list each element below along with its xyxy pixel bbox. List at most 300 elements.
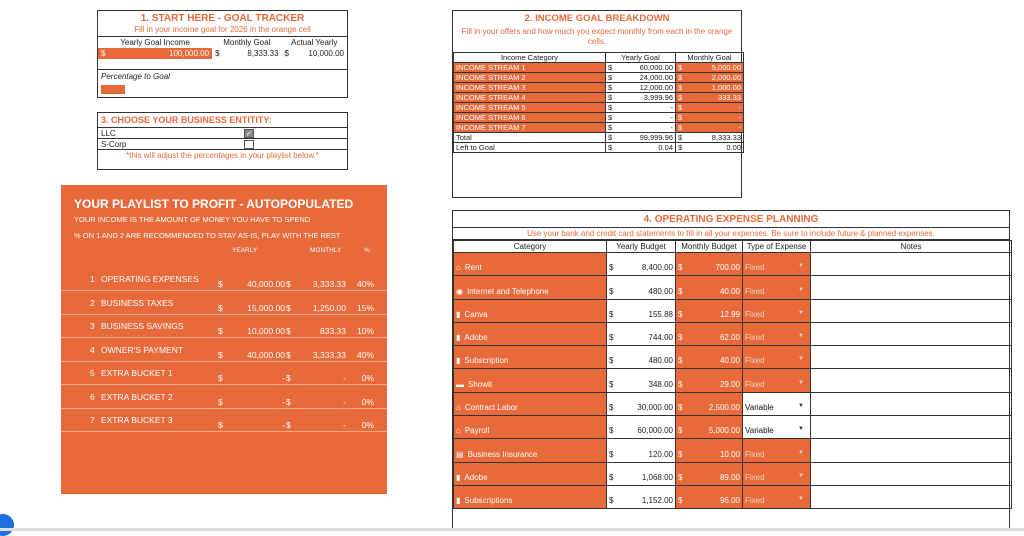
opex-monthly-value: 10.00 bbox=[719, 449, 740, 459]
income-yearly-value: 60,000.00 bbox=[639, 63, 673, 72]
income-monthly-value: - bbox=[738, 113, 741, 122]
playlist-row-monthly: 3,333.33 bbox=[312, 279, 346, 289]
chevron-down-icon: ▼ bbox=[798, 472, 804, 479]
currency-sign: $ bbox=[608, 93, 613, 102]
currency-sign: $ bbox=[609, 356, 614, 366]
expense-type-dropdown[interactable] bbox=[743, 392, 811, 415]
playlist-row-monthly: 3,333.33 bbox=[312, 349, 346, 360]
income-yearly-value: 12,000.00 bbox=[639, 83, 673, 92]
entity-title: 3. CHOOSE YOUR BUSINESS ENTITITY: bbox=[98, 113, 347, 128]
expense-type-value: Fixed bbox=[745, 333, 765, 343]
playlist-row bbox=[61, 268, 387, 291]
playlist-row-monthly: - bbox=[343, 396, 346, 407]
playlist-row-pct: 0% bbox=[361, 396, 374, 407]
opex-notes-cell[interactable] bbox=[811, 276, 1012, 299]
house-icon: ⌂ bbox=[456, 403, 461, 413]
opex-category-cell[interactable] bbox=[454, 322, 607, 345]
operating-expense-panel bbox=[452, 210, 1010, 531]
playlist-row-number: 7 bbox=[90, 415, 95, 425]
playlist-row-pct: 15% bbox=[356, 302, 374, 313]
playlist-row-pct: 0% bbox=[361, 373, 374, 383]
opex-notes-cell[interactable] bbox=[811, 322, 1012, 345]
opex-monthly-value: 12.99 bbox=[719, 309, 740, 319]
currency-sign: $ bbox=[678, 379, 683, 389]
opex-row bbox=[454, 416, 1012, 439]
opex-category-cell[interactable] bbox=[454, 462, 607, 485]
entity-option-label: S-Corp bbox=[101, 139, 127, 149]
opex-yearly-cell bbox=[607, 392, 676, 415]
opex-notes-cell[interactable] bbox=[811, 253, 1012, 276]
currency-sign: $ bbox=[609, 263, 614, 273]
playlist-title: YOUR PLAYLIST TO PROFIT - AUTOPOPULATED bbox=[74, 197, 354, 211]
book-icon: ▮ bbox=[456, 356, 461, 366]
income-monthly-value: - bbox=[738, 103, 741, 112]
currency-sign: $ bbox=[286, 349, 291, 360]
playlist-row-monthly: 1,250.00 bbox=[312, 302, 346, 313]
opex-category-name: Internet and Telephone bbox=[466, 286, 549, 296]
entity-option-scorp[interactable] bbox=[98, 139, 347, 150]
opex-yearly-cell bbox=[607, 322, 676, 345]
currency-sign: $ bbox=[678, 143, 683, 152]
left-yearly bbox=[606, 143, 676, 153]
currency-sign: $ bbox=[608, 63, 613, 72]
playlist-row bbox=[61, 339, 387, 362]
left-monthly bbox=[676, 143, 744, 153]
opex-category-name: Adobe bbox=[464, 472, 488, 482]
opex-category-name: Payroll bbox=[464, 426, 490, 436]
playlist-panel bbox=[61, 185, 387, 494]
opex-category-name: Business Insurance bbox=[467, 449, 538, 459]
income-monthly-value: 5,000.00 bbox=[711, 63, 741, 72]
income-yearly-value: - bbox=[670, 123, 673, 132]
goal-tracker-title: 1. START HERE - GOAL TRACKER bbox=[140, 13, 305, 24]
income-title: 2. INCOME GOAL BREAKDOWN bbox=[524, 13, 670, 24]
playlist-line-1: YOUR INCOME IS THE AMOUNT OF MONEY YOU HAVE TO SPEND bbox=[74, 215, 311, 224]
income-yearly-value: 24,000.00 bbox=[639, 73, 673, 82]
playlist-row-label: EXTRA BUCKET 1 bbox=[101, 368, 173, 378]
opex-monthly-value: 5,000.00 bbox=[708, 426, 740, 436]
opex-row bbox=[454, 299, 1012, 322]
playlist-row-number: 5 bbox=[90, 368, 95, 378]
total-yearly bbox=[606, 133, 676, 143]
opex-header-row bbox=[454, 241, 1012, 253]
expense-type-dropdown[interactable] bbox=[743, 485, 811, 508]
currency-sign: $ bbox=[678, 93, 683, 102]
income-row bbox=[454, 123, 744, 133]
playlist-row bbox=[61, 386, 387, 409]
playlist-col-yearly: YEARLY bbox=[232, 247, 258, 254]
income-yearly-cell bbox=[606, 113, 676, 123]
currency-sign: $ bbox=[218, 373, 223, 383]
opex-monthly-input[interactable] bbox=[676, 485, 743, 508]
income-stream-name[interactable]: INCOME STREAM 3 bbox=[454, 83, 606, 93]
currency-sign: $ bbox=[218, 279, 223, 289]
currency-sign: $ bbox=[608, 103, 613, 112]
opex-yearly-cell bbox=[607, 276, 676, 299]
income-monthly-input[interactable] bbox=[676, 103, 744, 113]
percentage-progress-bar bbox=[101, 85, 125, 94]
opex-category-cell[interactable] bbox=[454, 369, 607, 392]
currency-sign: $ bbox=[284, 49, 289, 58]
col-yearly-goal-income: Yearly Goal Income bbox=[120, 38, 190, 47]
currency-sign: $ bbox=[286, 396, 291, 407]
opex-category-name: Showit bbox=[468, 379, 493, 389]
actual-yearly-cell bbox=[282, 49, 347, 58]
opex-yearly-value: 480.00 bbox=[648, 286, 673, 296]
opex-monthly-input[interactable] bbox=[676, 416, 743, 439]
income-stream-name[interactable]: INCOME STREAM 7 bbox=[454, 123, 606, 133]
currency-sign: $ bbox=[608, 133, 613, 142]
opex-yearly-value: 30,000.00 bbox=[637, 403, 673, 413]
opex-row bbox=[454, 369, 1012, 392]
goal-tracker-panel bbox=[97, 10, 348, 70]
playlist-row-yearly: 40,000.00 bbox=[247, 349, 285, 360]
currency-sign: $ bbox=[678, 123, 683, 132]
playlist-row-pct: 40% bbox=[356, 349, 374, 360]
opex-monthly-value: 96.00 bbox=[719, 496, 740, 506]
opex-yearly-cell bbox=[607, 369, 676, 392]
opex-category-cell[interactable] bbox=[454, 416, 607, 439]
income-yearly-cell bbox=[606, 83, 676, 93]
expense-type-dropdown[interactable] bbox=[743, 299, 811, 322]
actual-yearly-value: 10,000.00 bbox=[308, 49, 344, 58]
income-total-row bbox=[454, 133, 744, 143]
playlist-row-number: 2 bbox=[90, 297, 95, 308]
opex-category-cell[interactable] bbox=[454, 276, 607, 299]
total-monthly-value: 8,333.33 bbox=[711, 133, 741, 142]
currency-sign: $ bbox=[286, 326, 291, 336]
income-monthly-input[interactable] bbox=[676, 93, 744, 103]
opex-category-cell[interactable] bbox=[454, 299, 607, 322]
entity-note: *this will adjust the percentages in your playlist below.* bbox=[126, 151, 319, 160]
opex-yearly-value: 1,152.00 bbox=[641, 496, 673, 506]
currency-sign: $ bbox=[678, 472, 683, 482]
expense-type-value: Fixed bbox=[745, 286, 765, 296]
opex-yearly-cell bbox=[607, 253, 676, 276]
currency-sign: $ bbox=[609, 333, 614, 343]
playlist-row bbox=[61, 409, 387, 432]
yearly-goal-income-input[interactable] bbox=[98, 48, 212, 59]
percentage-to-goal-panel bbox=[97, 70, 348, 98]
opex-yearly-value: 155.88 bbox=[648, 309, 673, 319]
yearly-goal-value: 100,000.00 bbox=[169, 49, 210, 58]
opex-col-category: Category bbox=[454, 241, 607, 253]
currency-sign: $ bbox=[678, 356, 683, 366]
playlist-row-yearly: 40,000.00 bbox=[247, 279, 285, 289]
percentage-to-goal-label: Percentage to Goal bbox=[101, 72, 170, 81]
opex-yearly-value: 348.00 bbox=[648, 379, 673, 389]
currency-sign: $ bbox=[609, 449, 614, 459]
currency-sign: $ bbox=[218, 420, 223, 430]
playlist-row-yearly: - bbox=[282, 420, 285, 430]
income-yearly-value: 3,999.96 bbox=[643, 93, 673, 102]
currency-sign: $ bbox=[608, 123, 613, 132]
book-icon: ▮ bbox=[456, 472, 461, 482]
income-row bbox=[454, 103, 744, 113]
expense-type-dropdown[interactable] bbox=[743, 462, 811, 485]
opex-yearly-value: 60,000.00 bbox=[637, 426, 673, 436]
business-entity-panel bbox=[97, 112, 348, 170]
opex-notes-cell[interactable] bbox=[811, 346, 1012, 369]
playlist-row-monthly: - bbox=[343, 420, 346, 430]
income-yearly-value: - bbox=[670, 113, 673, 122]
opex-row bbox=[454, 485, 1012, 508]
currency-sign: $ bbox=[218, 326, 223, 336]
currency-sign: $ bbox=[678, 103, 683, 112]
expense-type-dropdown[interactable] bbox=[743, 439, 811, 462]
opex-notes-cell[interactable] bbox=[811, 416, 1012, 439]
monthly-goal-value: 8,333.33 bbox=[247, 49, 279, 58]
playlist-row-label: BUSINESS TAXES bbox=[101, 297, 174, 308]
income-yearly-value: - bbox=[670, 103, 673, 112]
currency-sign: $ bbox=[678, 133, 683, 142]
opex-monthly-input[interactable] bbox=[676, 346, 743, 369]
opex-category-cell[interactable] bbox=[454, 392, 607, 415]
income-monthly-input[interactable] bbox=[676, 123, 744, 133]
income-row bbox=[454, 63, 744, 73]
opex-category-name: Subscriptions bbox=[464, 496, 513, 506]
currency-sign: $ bbox=[286, 302, 291, 313]
playlist-row-yearly: - bbox=[282, 396, 285, 407]
opex-monthly-input[interactable] bbox=[676, 253, 743, 276]
opex-yearly-cell bbox=[607, 485, 676, 508]
playlist-row-pct: 10% bbox=[356, 326, 374, 336]
currency-sign: $ bbox=[609, 403, 614, 413]
income-stream-name[interactable]: INCOME STREAM 6 bbox=[454, 113, 606, 123]
currency-sign: $ bbox=[608, 143, 613, 152]
opex-category-cell[interactable] bbox=[454, 253, 607, 276]
entity-option-llc[interactable] bbox=[98, 128, 347, 139]
currency-sign: $ bbox=[609, 496, 614, 506]
playlist-row bbox=[61, 315, 387, 338]
col-monthly-goal: Monthly Goal bbox=[223, 38, 271, 47]
currency-sign: $ bbox=[609, 286, 614, 296]
currency-sign: $ bbox=[678, 426, 683, 436]
currency-sign: $ bbox=[608, 113, 613, 122]
currency-sign: $ bbox=[286, 373, 291, 383]
currency-sign: $ bbox=[218, 349, 223, 360]
opex-category-name: Rent bbox=[464, 263, 482, 273]
house-icon: ⌂ bbox=[456, 263, 461, 273]
opex-monthly-input[interactable] bbox=[676, 299, 743, 322]
income-yearly-cell bbox=[606, 103, 676, 113]
currency-sign: $ bbox=[678, 496, 683, 506]
playlist-row-monthly: - bbox=[343, 373, 346, 383]
currency-sign: $ bbox=[678, 403, 683, 413]
chevron-down-icon: ▼ bbox=[798, 333, 804, 340]
expense-type-value: Fixed bbox=[745, 496, 765, 506]
opex-category-cell[interactable] bbox=[454, 439, 607, 462]
opex-notes-cell[interactable] bbox=[811, 462, 1012, 485]
opex-row bbox=[454, 439, 1012, 462]
currency-sign: $ bbox=[678, 73, 683, 82]
expense-type-dropdown[interactable] bbox=[743, 253, 811, 276]
opex-category-cell[interactable] bbox=[454, 485, 607, 508]
income-stream-name[interactable]: INCOME STREAM 5 bbox=[454, 103, 606, 113]
expense-type-value: Variable bbox=[745, 403, 774, 413]
currency-sign: $ bbox=[678, 83, 683, 92]
opex-category-cell[interactable] bbox=[454, 346, 607, 369]
income-col-yearly: Yearly Goal bbox=[606, 53, 676, 63]
book-icon: ▮ bbox=[456, 309, 461, 319]
opex-row bbox=[454, 392, 1012, 415]
playlist-row-label: BUSINESS SAVINGS bbox=[101, 321, 184, 331]
chevron-down-icon: ▼ bbox=[798, 263, 804, 270]
checkbox-checked-icon[interactable]: ✓ bbox=[245, 128, 253, 138]
opex-col-yearly: Yearly Budget bbox=[607, 241, 676, 253]
opex-col-notes: Notes bbox=[811, 241, 1012, 253]
goal-tracker-subtitle: Fill in your income goal for 2026 in the orange cell bbox=[98, 24, 347, 37]
chevron-down-icon: ▼ bbox=[798, 356, 804, 363]
opex-yearly-value: 120.00 bbox=[648, 449, 673, 459]
playlist-row-number: 3 bbox=[90, 321, 95, 331]
chevron-down-icon: ▼ bbox=[798, 426, 804, 433]
opex-notes-cell[interactable] bbox=[811, 439, 1012, 462]
currency-sign: $ bbox=[218, 396, 223, 407]
left-to-goal-label: Left to Goal bbox=[454, 143, 606, 153]
playlist-row-pct: 40% bbox=[356, 279, 374, 289]
house-icon: ⌂ bbox=[456, 426, 461, 436]
income-col-category: Income Category bbox=[454, 53, 606, 63]
currency-sign: $ bbox=[101, 49, 106, 58]
opex-monthly-value: 2,500.00 bbox=[708, 403, 740, 413]
income-goal-panel bbox=[452, 10, 742, 198]
currency-sign: $ bbox=[609, 309, 614, 319]
income-stream-name[interactable]: INCOME STREAM 2 bbox=[454, 73, 606, 83]
playlist-line-2: % ON 1 AND 2 ARE RECOMMENDED TO STAY AS-IS, PLAY WITH THE REST bbox=[74, 231, 341, 240]
opex-monthly-value: 62.00 bbox=[719, 333, 740, 343]
income-stream-name[interactable]: INCOME STREAM 1 bbox=[454, 63, 606, 73]
playlist-row-monthly: 833.33 bbox=[320, 326, 346, 336]
currency-sign: $ bbox=[608, 83, 613, 92]
income-subtitle: Fill in your offers and how much you expect monthly from each in the orange cells. bbox=[461, 27, 733, 46]
left-monthly-value: 0.00 bbox=[726, 143, 741, 152]
expense-type-dropdown[interactable] bbox=[743, 346, 811, 369]
opex-monthly-value: 40.00 bbox=[719, 356, 740, 366]
chevron-down-icon: ▼ bbox=[798, 496, 804, 503]
expense-type-value: Variable bbox=[745, 426, 774, 436]
income-row bbox=[454, 83, 744, 93]
currency-sign: $ bbox=[678, 63, 683, 72]
opex-table bbox=[453, 240, 1012, 509]
opex-category-name: Subscription bbox=[464, 356, 509, 366]
income-yearly-cell bbox=[606, 63, 676, 73]
checkbox-unchecked-icon[interactable] bbox=[244, 140, 254, 149]
currency-sign: $ bbox=[215, 49, 220, 58]
playlist-row-yearly: 15,000.00 bbox=[247, 302, 285, 313]
income-monthly-input[interactable] bbox=[676, 83, 744, 93]
income-header-row bbox=[454, 53, 744, 63]
opex-col-monthly: Monthly Budget bbox=[676, 241, 743, 253]
income-row bbox=[454, 73, 744, 83]
opex-yearly-value: 480.00 bbox=[648, 356, 673, 366]
book-icon: ▮ bbox=[456, 333, 461, 343]
income-monthly-input[interactable] bbox=[676, 113, 744, 123]
opex-yearly-value: 8,400.00 bbox=[641, 263, 673, 273]
opex-monthly-input[interactable] bbox=[676, 439, 743, 462]
opex-monthly-value: 29.00 bbox=[719, 379, 740, 389]
expense-type-dropdown[interactable] bbox=[743, 322, 811, 345]
currency-sign: $ bbox=[609, 472, 614, 482]
total-monthly bbox=[676, 133, 744, 143]
opex-row bbox=[454, 276, 1012, 299]
income-row bbox=[454, 93, 744, 103]
opex-monthly-input[interactable] bbox=[676, 322, 743, 345]
opex-col-type: Type of Expense bbox=[743, 241, 811, 253]
income-left-row bbox=[454, 143, 744, 153]
document-icon: ▤ bbox=[456, 449, 464, 459]
playlist-col-pct: % bbox=[364, 247, 370, 254]
income-yearly-cell bbox=[606, 93, 676, 103]
income-yearly-cell bbox=[606, 73, 676, 83]
income-monthly-value: 1,000.00 bbox=[711, 83, 741, 92]
currency-sign: $ bbox=[678, 113, 683, 122]
playlist-row-number: 1 bbox=[90, 274, 95, 284]
total-yearly-value: 99,999.96 bbox=[639, 133, 673, 142]
expense-type-value: Fixed bbox=[745, 309, 765, 319]
opex-row bbox=[454, 322, 1012, 345]
opex-monthly-input[interactable] bbox=[676, 276, 743, 299]
accessibility-icon[interactable] bbox=[0, 514, 14, 536]
laptop-icon: ▬ bbox=[456, 379, 464, 389]
opex-monthly-value: 700.00 bbox=[715, 263, 740, 273]
income-row bbox=[454, 113, 744, 123]
opex-yearly-cell bbox=[607, 462, 676, 485]
chevron-down-icon: ▼ bbox=[798, 379, 804, 386]
opex-yearly-cell bbox=[607, 439, 676, 462]
left-yearly-value: 0.04 bbox=[658, 143, 673, 152]
playlist-row-yearly: - bbox=[282, 373, 285, 383]
opex-notes-cell[interactable] bbox=[811, 392, 1012, 415]
monthly-goal-cell bbox=[212, 49, 281, 58]
playlist-row-number: 4 bbox=[90, 344, 95, 355]
playlist-row-label: EXTRA BUCKET 2 bbox=[101, 391, 173, 402]
income-monthly-value: 333.33 bbox=[718, 93, 741, 102]
income-table bbox=[453, 52, 744, 153]
total-label: Total bbox=[454, 133, 606, 143]
currency-sign: $ bbox=[286, 420, 291, 430]
opex-notes-cell[interactable] bbox=[811, 299, 1012, 322]
chevron-down-icon: ▼ bbox=[798, 449, 804, 456]
playlist-row bbox=[61, 362, 387, 385]
playlist-col-monthly: MONTHLY bbox=[310, 247, 342, 254]
expense-type-dropdown[interactable] bbox=[743, 276, 811, 299]
opex-category-name: Adobe bbox=[464, 333, 488, 343]
opex-monthly-input[interactable] bbox=[676, 392, 743, 415]
opex-notes-cell[interactable] bbox=[811, 369, 1012, 392]
opex-yearly-value: 1,068.00 bbox=[641, 472, 673, 482]
expense-type-value: Fixed bbox=[745, 356, 765, 366]
playlist-row-label: OPERATING EXPENSES bbox=[101, 274, 199, 284]
expense-type-dropdown[interactable] bbox=[743, 416, 811, 439]
playlist-row-yearly: 10,000.00 bbox=[247, 326, 285, 336]
income-stream-name[interactable]: INCOME STREAM 4 bbox=[454, 93, 606, 103]
wifi-icon: ◉ bbox=[456, 286, 463, 296]
opex-category-name: Canva bbox=[464, 309, 488, 319]
chevron-down-icon: ▼ bbox=[798, 309, 804, 316]
income-monthly-input[interactable] bbox=[676, 63, 744, 73]
expense-type-value: Fixed bbox=[745, 449, 765, 459]
income-yearly-cell bbox=[606, 123, 676, 133]
opex-monthly-input[interactable] bbox=[676, 369, 743, 392]
currency-sign: $ bbox=[678, 286, 683, 296]
opex-monthly-input[interactable] bbox=[676, 462, 743, 485]
expense-type-dropdown[interactable] bbox=[743, 369, 811, 392]
opex-notes-cell[interactable] bbox=[811, 485, 1012, 508]
expense-type-value: Fixed bbox=[745, 379, 765, 389]
currency-sign: $ bbox=[286, 279, 291, 289]
income-monthly-input[interactable] bbox=[676, 73, 744, 83]
